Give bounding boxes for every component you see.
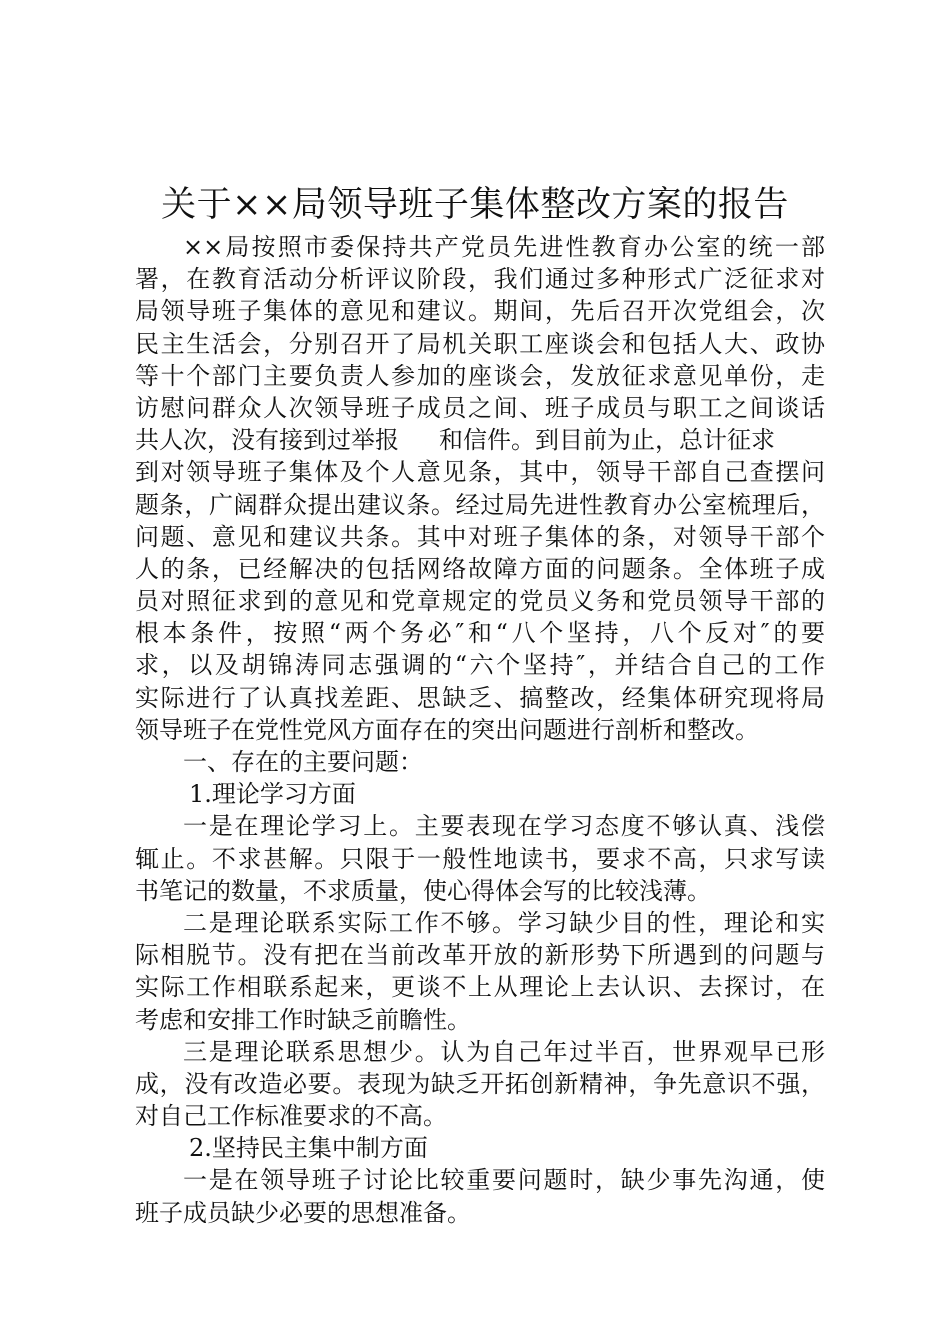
paragraph-line: 三是理论联系思想少。认为自己年过半百，世界观早已形: [183, 1037, 825, 1066]
paragraph-line-part: 共人次，没有接到过举报: [135, 426, 399, 455]
paragraph-line: 人的条，已经解决的包括网络故障方面的问题条。全体班子成: [135, 554, 825, 583]
paragraph-line: 等十个部门主要负责人参加的座谈会，发放征求意见单份，走: [135, 361, 825, 390]
paragraph-line: ××局按照市委保持共产党员先进性教育办公室的统一部: [183, 233, 825, 261]
paragraph-line: 访慰问群众人次领导班子成员之间、班子成员与职工之间谈话: [135, 393, 825, 422]
paragraph-line: 局领导班子集体的意见和建议。期间，先后召开次党组会，次: [135, 297, 825, 326]
paragraph-line: 考虑和安排工作时缺乏前瞻性。: [135, 1005, 471, 1034]
paragraph-line: 班子成员缺少必要的思想准备。: [135, 1198, 471, 1227]
paragraph-line: 二是理论联系实际工作不够。学习缺少目的性，理论和实: [183, 908, 825, 937]
subsection-heading: 2.坚持民主集中制方面: [189, 1134, 428, 1163]
paragraph-line: 成，没有改造必要。表现为缺乏开拓创新精神，争先意识不强，: [135, 1069, 825, 1098]
paragraph-line: 领导班子在党性党风方面存在的突出问题进行剖析和整改。: [135, 715, 759, 744]
paragraph-line: 对自己工作标准要求的不高。: [135, 1102, 447, 1131]
paragraph-line-part: 和信件。到目前为止，总计征求: [439, 426, 775, 455]
paragraph-line: 根本条件，按照“两个务必″和“八个坚持，八个反对″的要: [135, 619, 825, 648]
document-title: 关于××局领导班子集体整改方案的报告: [161, 185, 789, 225]
section-heading: 一、存在的主要问题：: [183, 748, 423, 776]
document-body: [135, 231, 825, 1229]
paragraph-line: 民主生活会，分别召开了局机关职工座谈会和包括人大、政协: [135, 329, 825, 358]
paragraph-line: 实际工作相联系起来，更谈不上从理论上去认识、去探讨，在: [135, 973, 825, 1002]
paragraph-line: 求，以及胡锦涛同志强调的“六个坚持″，并结合自己的工作: [135, 651, 825, 680]
subsection-heading: 1.理论学习方面: [189, 780, 356, 809]
paragraph-line: 一是在理论学习上。主要表现在学习态度不够认真、浅偿: [183, 812, 825, 841]
paragraph-line: 题条，广阔群众提出建议条。经过局先进性教育办公室梳理后，: [135, 490, 825, 519]
paragraph-line-split: [135, 424, 825, 456]
paragraph-line: 到对领导班子集体及个人意见条，其中，领导干部自己查摆问: [135, 458, 825, 487]
paragraph-line: 员对照征求到的意见和党章规定的党员义务和党员领导干部的: [135, 587, 825, 616]
paragraph-line: 书笔记的数量，不求质量，使心得体会写的比较浅薄。: [135, 876, 711, 905]
paragraph-line: 一是在领导班子讨论比较重要问题时，缺少事先沟通，使: [183, 1166, 825, 1195]
paragraph-line: 署，在教育活动分析评议阶段，我们通过多种形式广泛征求对: [135, 265, 825, 294]
paragraph-line: 问题、意见和建议共条。其中对班子集体的条，对领导干部个: [135, 522, 825, 551]
paragraph-line: 际相脱节。没有把在当前改革开放的新形势下所遇到的问题与: [135, 941, 825, 970]
paragraph-line: 实际进行了认真找差距、思缺乏、搞整改，经集体研究现将局: [135, 683, 825, 712]
paragraph-line: 辄止。不求甚解。只限于一般性地读书，要求不高，只求写读: [135, 844, 825, 873]
